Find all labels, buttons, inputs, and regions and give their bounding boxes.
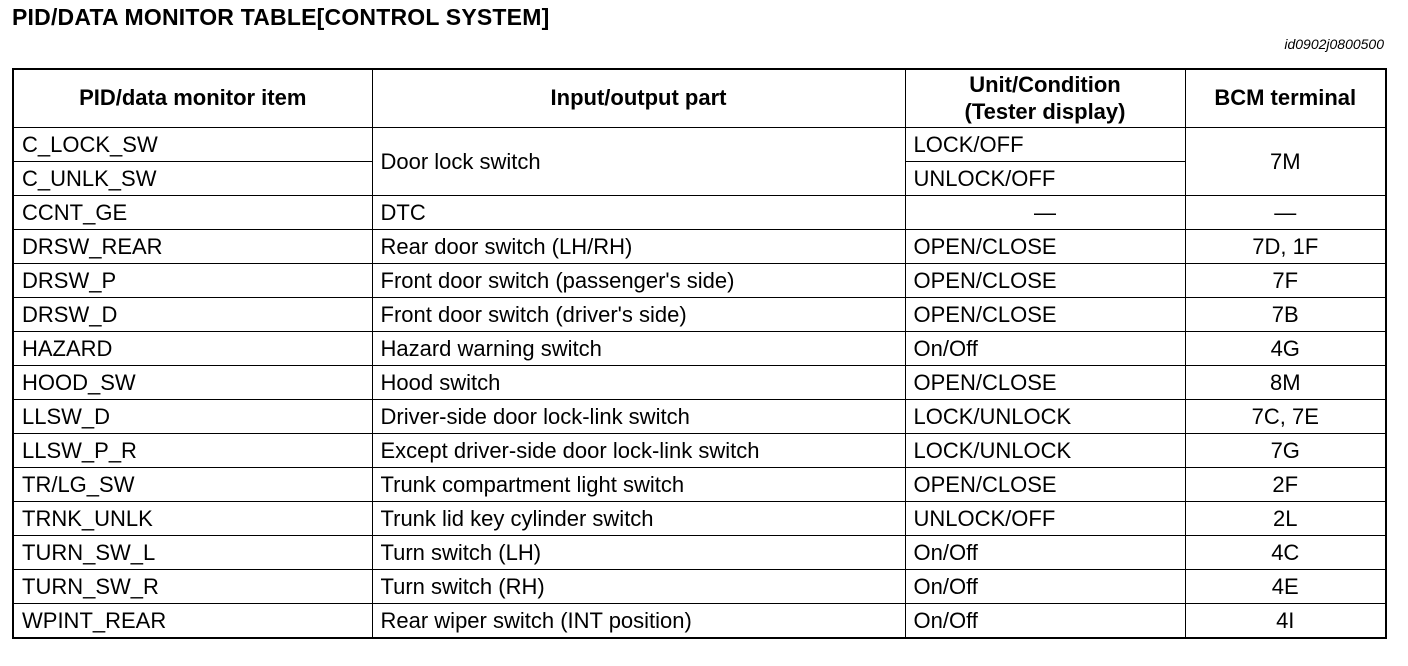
header-unit-line1: Unit/Condition	[969, 72, 1121, 98]
cell-terminal: 7G	[1185, 434, 1386, 468]
cell-item: LLSW_P_R	[13, 434, 372, 468]
cell-item: HAZARD	[13, 332, 372, 366]
table-row	[13, 332, 1386, 366]
cell-unit: UNLOCK/OFF	[905, 502, 1185, 536]
cell-unit: On/Off	[905, 332, 1185, 366]
cell-item: TURN_SW_R	[13, 570, 372, 604]
cell-unit: —	[905, 196, 1185, 230]
cell-item: DRSW_P	[13, 264, 372, 298]
table-row	[13, 366, 1386, 400]
cell-part: Front door switch (passenger's side)	[372, 264, 905, 298]
cell-terminal: 4I	[1185, 604, 1386, 639]
cell-part: Except driver-side door lock-link switch	[372, 434, 905, 468]
table-row	[13, 604, 1386, 639]
cell-terminal: 2L	[1185, 502, 1386, 536]
table-row	[13, 298, 1386, 332]
header-item: PID/data monitor item	[13, 69, 372, 128]
cell-terminal: 4C	[1185, 536, 1386, 570]
table-row	[13, 502, 1386, 536]
cell-unit: LOCK/UNLOCK	[905, 400, 1185, 434]
cell-unit: OPEN/CLOSE	[905, 298, 1185, 332]
cell-item: CCNT_GE	[13, 196, 372, 230]
table-row	[13, 400, 1386, 434]
cell-part: Driver-side door lock-link switch	[372, 400, 905, 434]
header-part: Input/output part	[372, 69, 905, 128]
document-id: id0902j0800500	[1284, 36, 1384, 52]
cell-unit: LOCK/UNLOCK	[905, 434, 1185, 468]
cell-unit: On/Off	[905, 604, 1185, 639]
cell-terminal: 7D, 1F	[1185, 230, 1386, 264]
table-body	[13, 128, 1386, 639]
table-row	[13, 196, 1386, 230]
table-row	[13, 570, 1386, 604]
cell-unit: On/Off	[905, 536, 1185, 570]
cell-item: TR/LG_SW	[13, 468, 372, 502]
cell-part: Rear wiper switch (INT position)	[372, 604, 905, 639]
cell-unit: LOCK/OFF	[905, 128, 1185, 162]
cell-part: Front door switch (driver's side)	[372, 298, 905, 332]
cell-item: TURN_SW_L	[13, 536, 372, 570]
cell-terminal: 8M	[1185, 366, 1386, 400]
cell-unit: OPEN/CLOSE	[905, 366, 1185, 400]
cell-unit: UNLOCK/OFF	[905, 162, 1185, 196]
cell-item: HOOD_SW	[13, 366, 372, 400]
cell-part: Hood switch	[372, 366, 905, 400]
cell-terminal: 7F	[1185, 264, 1386, 298]
cell-part: Trunk compartment light switch	[372, 468, 905, 502]
table-row	[13, 264, 1386, 298]
cell-item: DRSW_REAR	[13, 230, 372, 264]
header-terminal: BCM terminal	[1185, 69, 1386, 128]
header-unit	[905, 69, 1185, 128]
cell-part: Hazard warning switch	[372, 332, 905, 366]
cell-unit: OPEN/CLOSE	[905, 264, 1185, 298]
table-row	[13, 128, 1386, 162]
table-row	[13, 434, 1386, 468]
table-row	[13, 536, 1386, 570]
cell-terminal: 4G	[1185, 332, 1386, 366]
table-header-row	[13, 69, 1386, 128]
cell-terminal: 7C, 7E	[1185, 400, 1386, 434]
cell-unit: On/Off	[905, 570, 1185, 604]
cell-part: Door lock switch	[372, 128, 905, 196]
cell-terminal: —	[1185, 196, 1386, 230]
table-row	[13, 468, 1386, 502]
cell-part: Rear door switch (LH/RH)	[372, 230, 905, 264]
cell-item: C_LOCK_SW	[13, 128, 372, 162]
cell-item: LLSW_D	[13, 400, 372, 434]
pid-monitor-table	[12, 68, 1387, 639]
cell-part: Turn switch (RH)	[372, 570, 905, 604]
cell-terminal: 7M	[1185, 128, 1386, 196]
cell-part: Trunk lid key cylinder switch	[372, 502, 905, 536]
cell-part: Turn switch (LH)	[372, 536, 905, 570]
cell-item: DRSW_D	[13, 298, 372, 332]
cell-terminal: 4E	[1185, 570, 1386, 604]
cell-item: WPINT_REAR	[13, 604, 372, 639]
table-row	[13, 230, 1386, 264]
cell-terminal: 2F	[1185, 468, 1386, 502]
header-unit-line2: (Tester display)	[964, 98, 1126, 124]
cell-item: C_UNLK_SW	[13, 162, 372, 196]
cell-part: DTC	[372, 196, 905, 230]
cell-item: TRNK_UNLK	[13, 502, 372, 536]
cell-unit: OPEN/CLOSE	[905, 468, 1185, 502]
cell-terminal: 7B	[1185, 298, 1386, 332]
document-title: PID/DATA MONITOR TABLE[CONTROL SYSTEM]	[12, 4, 550, 30]
cell-unit: OPEN/CLOSE	[905, 230, 1185, 264]
